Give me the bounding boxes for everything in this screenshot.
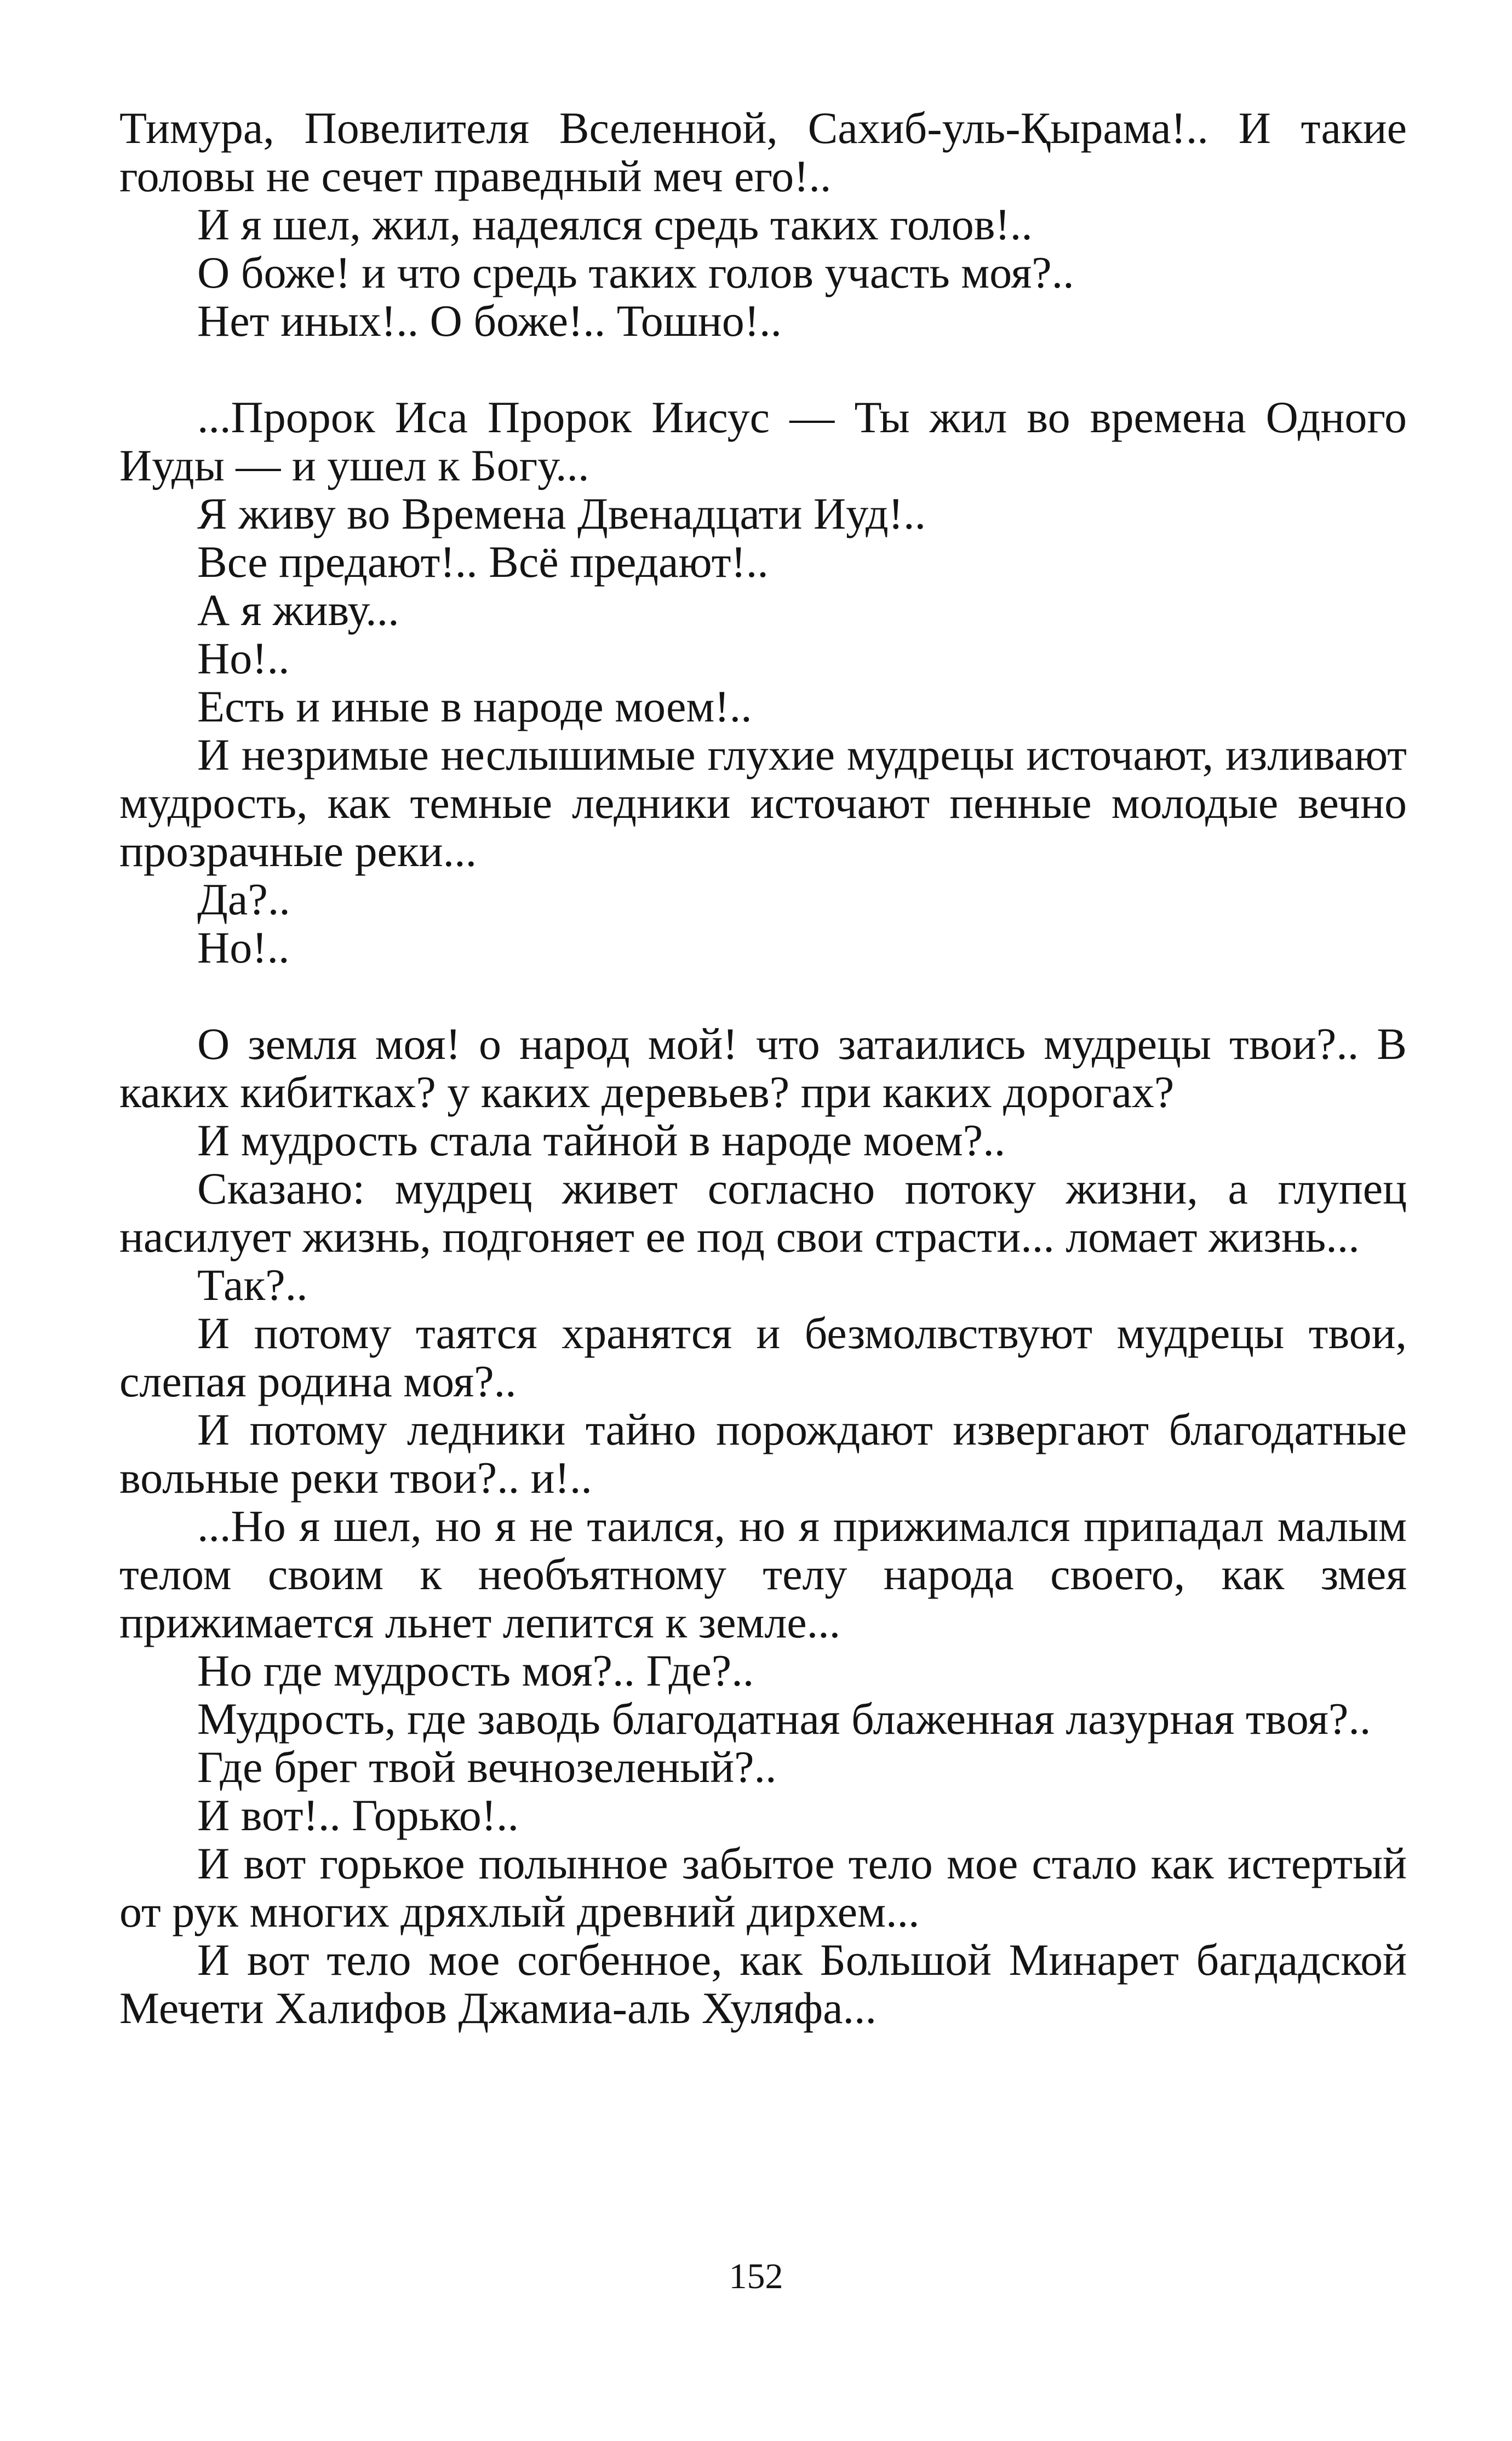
text-paragraph: О боже! и что средь таких голов участь моя?.. <box>197 248 1074 297</box>
text-paragraph: И вот!.. Горько!.. <box>197 1790 519 1840</box>
text-paragraph: Все предают!.. Всё предают!.. <box>197 537 769 587</box>
text-paragraph: Но!.. <box>197 633 290 683</box>
paragraph-gap <box>119 972 1407 1020</box>
text-paragraph: Мудрость, где заводь благодатная блаженная лазурная твоя?.. <box>197 1694 1371 1744</box>
text-paragraph: И потому таятся хранятся и безмолвствуют мудрецы твои, слепая родина моя?.. <box>119 1308 1407 1406</box>
text-paragraph: Но где мудрость моя?.. Где?.. <box>197 1646 754 1695</box>
text-paragraph: О земля моя! о народ мой! что затаились мудрецы твои?.. В каких кибитках? у каких деревьев? при каких дорогах? <box>119 1019 1407 1117</box>
text-paragraph: Но!.. <box>197 922 290 972</box>
text-paragraph: Тимура, Повелителя Вселенной, Сахиб-уль-Қырама!.. И такие головы не сечет праведный меч его!.. <box>119 103 1407 201</box>
text-paragraph: Сказано: мудрец живет согласно потоку жизни, а глупец насилует жизнь, подгоняет ее под свои страсти... ломает жизнь... <box>119 1164 1407 1262</box>
text-paragraph: А я живу... <box>197 585 399 635</box>
text-paragraph: Есть и иные в народе моем!.. <box>197 681 752 731</box>
text-paragraph: И незримые неслышимые глухие мудрецы источают, изливают мудрость, как темные ледники источают пенные молодые вечно прозрачные реки... <box>119 730 1407 876</box>
text-paragraph: И мудрость стала тайной в народе моем?.. <box>197 1115 1006 1165</box>
text-paragraph: И вот горькое полынное забытое тело мое стало как истертый от рук многих дряхлый древний дирхем... <box>119 1838 1407 1936</box>
text-paragraph: Да?.. <box>197 874 290 924</box>
text-paragraph: Так?.. <box>197 1260 308 1310</box>
text-paragraph: ...Пророк Иса Пророк Иисус — Ты жил во времена Одного Иуды — и ушел к Богу... <box>119 392 1407 490</box>
text-paragraph: Где брег твой вечнозеленый?.. <box>197 1742 777 1792</box>
text-paragraph: Нет иных!.. О боже!.. Тошно!.. <box>197 296 782 346</box>
text-paragraph: Я живу во Времена Двенадцати Иуд!.. <box>197 489 926 538</box>
paragraph-gap <box>119 345 1407 393</box>
page-body <box>119 104 1407 2032</box>
text-paragraph: И я шел, жил, надеялся средь таких голов!.. <box>197 199 1033 249</box>
text-paragraph: И вот тело мое согбенное, как Большой Минарет багдадской Мечети Халифов Джамиа-аль Хуляфа... <box>119 1935 1407 2033</box>
text-paragraph: ...Но я шел, но я не таился, но я прижимался припадал малым телом своим к необъятному телу народа своего, как змея прижимается льнет лепится к земле... <box>119 1501 1407 1647</box>
text-paragraph: И потому ледники тайно порождают извергают благодатные вольные реки твои?.. и!.. <box>119 1405 1407 1503</box>
page-number: 152 <box>729 2256 783 2296</box>
